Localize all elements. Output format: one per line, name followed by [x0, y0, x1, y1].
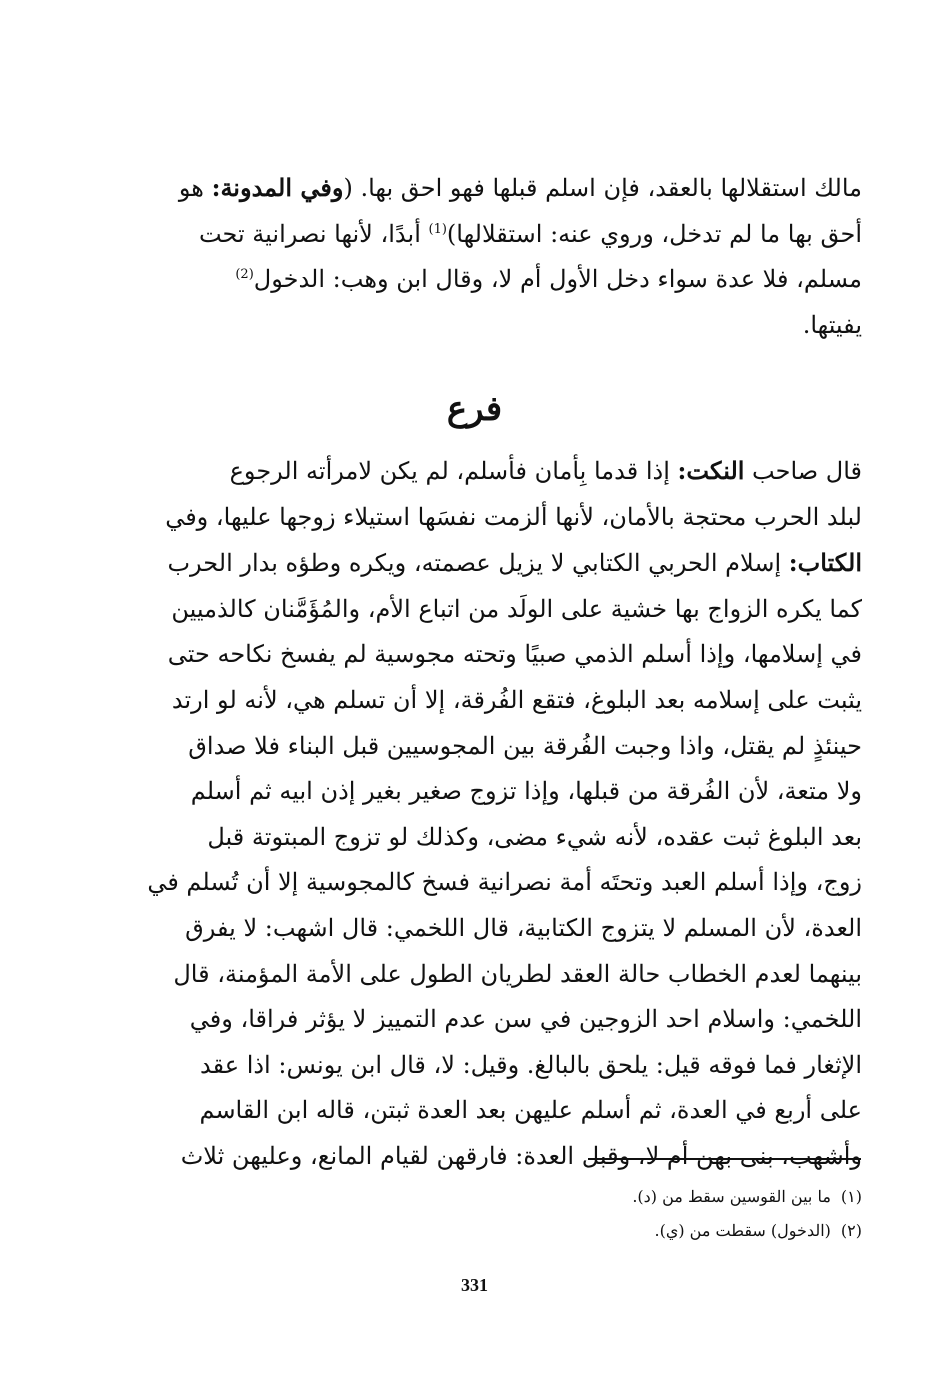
- footnote-item: [300, 1214, 862, 1248]
- text-line: في إسلامها، وإذا أسلم الذمي صبيًا وتحته مجوسية لم يفسخ نكاحه حتى: [167, 640, 862, 669]
- paragraph-main: [86, 448, 862, 1180]
- footnote-divider: [588, 1158, 861, 1160]
- footnote-number: (١): [840, 1187, 862, 1206]
- footnote-number: (٢): [840, 1221, 862, 1240]
- footnote-ref: (2): [235, 267, 254, 283]
- text-line: بعد البلوغ ثبت عقده، لأنه شيء مضى، وكذلك لو تزوج المبتوتة قبل: [207, 822, 862, 851]
- text-line: مسلم، فلا عدة سواء دخل الأول أم لا، وقال ابن وهب: الدخول$^{(2)}$: [235, 265, 862, 294]
- footnote-ref: (1): [428, 221, 447, 237]
- text-line: الكتاب: إسلام الحربي الكتابي لا يزيل عصمته، ويكره وطؤه بدار الحرب: [167, 548, 862, 578]
- footnote-item: [300, 1180, 862, 1214]
- paragraph-top: [86, 165, 862, 348]
- text-line: الإثغار فما فوقه قيل: يلحق بالبالغ. وقيل: لا، قال ابن يونس: اذا عقد: [200, 1050, 862, 1079]
- text-line: لبلد الحرب محتجة بالأمان، لأنها ألزمت نفسَها استيلاء زوجها عليها، وفي: [165, 502, 862, 531]
- text-line: أحق بها ما لم تدخل، وروي عنه: استقلالها)$^{(1)}$ أبدًا، لأنها نصرانية تحت: [198, 219, 862, 248]
- text-line: يثبت على إسلامه بعد البلوغ، فتقع الفُرقة، إلا أن تسلم هي، لأنه لو ارتد: [171, 685, 862, 714]
- text-line: زوج، وإذا أسلم العبد وتحتَه أمة نصرانية فسخ كالمجوسية إلا أن تُسلم في: [147, 868, 862, 897]
- text-line: حينئذٍ لم يقتل، واذا وجبت الفُرقة بين المجوسيين قبل البناء فلا صداق: [188, 731, 862, 760]
- page-number: 331: [461, 1275, 488, 1295]
- section-heading: فرع: [446, 389, 503, 429]
- text-line: ولا متعة، لأن الفُرقة من قبلها، وإذا تزوج صغير بغير إذن ابيه ثم أسلم: [190, 777, 862, 806]
- text-line: اللخمي: واسلام احد الزوجين في سن عدم التمييز لا يؤثر فراقا، وفي: [189, 1005, 862, 1034]
- footnote-text: ما بين القوسين سقط من (د).: [632, 1187, 831, 1206]
- text-line: يفيتها.: [802, 310, 862, 339]
- text-line: العدة، لأن المسلم لا يتزوج الكتابية، قال اللخمي: قال اشهب: لا يفرق: [185, 913, 862, 942]
- text-line: قال صاحب النكت: إذا قدما بِأمان فأسلم، لم يكن لامرأته الرجوع: [229, 456, 862, 485]
- footnotes: [300, 1180, 862, 1248]
- text-line: كما يكره الزواج بها خشية على الولَد من اتباع الأم، والمُؤَمَّنان كالذميين: [171, 594, 862, 623]
- text-line: بينهما لعدم الخطاب حالة العقد لطريان الطول على الأمة المؤمنة، قال: [173, 959, 862, 988]
- text-line: على أربع في العدة، ثم أسلم عليهن بعد العدة ثبتن، قاله ابن القاسم: [199, 1096, 862, 1125]
- text-line: وأشهب، بنى بهن أم لا، وقبل العدة: فارقهن لقيام المانع، وعليهن ثلاث: [180, 1141, 862, 1170]
- footnote-text: (الدخول) سقطت من (ي).: [654, 1221, 831, 1240]
- text-line: مالك استقلالها بالعقد، فإن اسلم قبلها فهو احق بها. (وفي المدونة: هو: [178, 173, 862, 202]
